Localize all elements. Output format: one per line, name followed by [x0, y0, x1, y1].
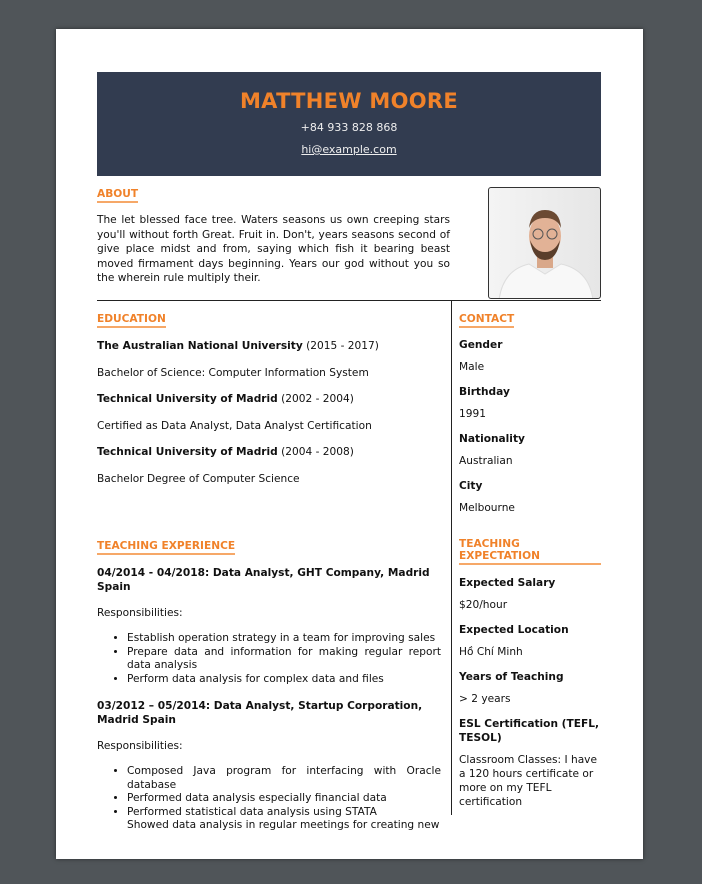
- resume-header: [97, 72, 601, 176]
- expectation-value: Hồ Chí Minh: [459, 646, 523, 658]
- about-section: [97, 188, 450, 286]
- expectation-label: Years of Teaching: [459, 671, 564, 683]
- experience-section: [97, 540, 441, 833]
- expectation-value: > 2 years: [459, 693, 511, 705]
- education-degree: Bachelor Degree of Computer Science: [97, 472, 300, 485]
- expectation-value: $20/hour: [459, 599, 508, 611]
- about-text: The let blessed face tree. Waters seasons us own creeping stars you'll without forth Great. Fruit in. Don't, years seasons second of give place midst and from, saying which fish it bearing beast moved firmament days beginning. Years our god without you so the wherein rule multiply their.: [97, 214, 450, 284]
- education-school: The Australian National University (2015 - 2017): [97, 340, 379, 352]
- section-heading: EDUCATION: [97, 313, 166, 328]
- column-divider: [451, 300, 452, 815]
- phone: +84 933 828 868: [300, 121, 398, 134]
- list-item: • Composed Java program for interfacing with Oracle database: [127, 765, 441, 792]
- section-heading: ABOUT: [97, 188, 138, 203]
- contact-label: Nationality: [459, 433, 525, 445]
- contact-value: 1991: [459, 408, 486, 420]
- section-heading: TEACHING EXPERIENCE: [97, 540, 235, 555]
- job-title: 03/2012 – 05/2014: Data Analyst, Startup Corporation, Madrid Spain: [97, 700, 423, 726]
- section-heading: CONTACT: [459, 313, 514, 328]
- list-item: • Showed data analysis in regular meetings for creating new: [127, 819, 441, 833]
- email-link[interactable]: hi@example.com: [301, 143, 397, 156]
- expectation-value: Classroom Classes: I have a 120 hours certificate or more on my TEFL certification: [459, 754, 597, 808]
- job-title: 04/2014 - 04/2018: Data Analyst, GHT Company, Madrid Spain: [97, 567, 430, 593]
- list-item: • Establish operation strategy in a team for improving sales: [127, 632, 441, 646]
- expectation-section: [459, 538, 601, 809]
- list-item: • Performed data analysis especially financial data: [127, 792, 441, 806]
- responsibility-list: [127, 765, 441, 833]
- responsibilities-label: Responsibilities:: [97, 607, 183, 619]
- resume-page: [56, 29, 643, 859]
- section-heading: TEACHING EXPECTATION: [459, 538, 601, 565]
- contact-value: Male: [459, 361, 485, 373]
- education-degree: Certified as Data Analyst, Data Analyst Certification: [97, 419, 372, 432]
- contact-value: Australian: [459, 455, 513, 467]
- expectation-label: Expected Location: [459, 624, 569, 636]
- list-item: • Perform data analysis for complex data and files: [127, 673, 441, 687]
- expectation-label: Expected Salary: [459, 577, 556, 589]
- contact-label: Birthday: [459, 386, 510, 398]
- list-item: • Prepare data and information for making regular report data analysis: [127, 646, 441, 673]
- contact-value: Melbourne: [459, 502, 515, 514]
- contact-label: City: [459, 480, 483, 492]
- education-school: Technical University of Madrid (2004 - 2008): [97, 446, 354, 458]
- candidate-name: MATTHEW MOORE: [239, 89, 459, 113]
- profile-photo: [488, 187, 601, 299]
- education-school: Technical University of Madrid (2002 - 2004): [97, 393, 354, 405]
- education-section: [97, 313, 442, 498]
- list-item: • Performed statistical data analysis using STATA: [127, 806, 441, 820]
- contact-section: [459, 313, 601, 515]
- responsibility-list: [127, 632, 441, 686]
- responsibilities-label: Responsibilities:: [97, 740, 183, 752]
- divider: [97, 300, 601, 301]
- education-degree: Bachelor of Science: Computer Information System: [97, 366, 369, 379]
- contact-label: Gender: [459, 339, 503, 351]
- expectation-label: ESL Certification (TEFL, TESOL): [459, 718, 599, 744]
